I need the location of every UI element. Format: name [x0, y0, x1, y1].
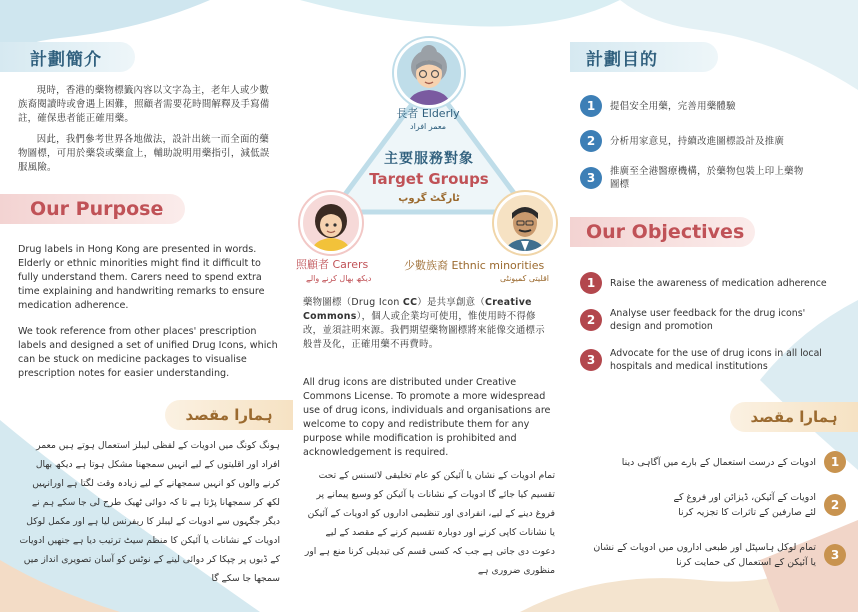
objective-ur-2 — [590, 490, 846, 520]
number-badge: 2 — [580, 309, 602, 331]
target-groups-en: Target Groups — [369, 170, 489, 188]
number-badge: 1 — [824, 451, 846, 473]
objective-ur-1 — [590, 451, 846, 473]
objective-zh-1 — [580, 95, 830, 117]
cc-zh-creative: Creative Commons — [303, 297, 532, 322]
carer-face-icon — [303, 195, 359, 251]
intro-zh-paragraph-1: 現時，香港的藥物標籤內容以文字為主，老年人或少數族裔閱讀時或會遇上困難，照顧者需要花時間解釋及手寫備註，確保患者能正確用藥。 — [18, 85, 270, 124]
number-badge: 1 — [580, 95, 602, 117]
purpose-ur-paragraph: ہونگ کونگ میں ادویات کے لفظی لیبلز استعمال ہوتے ہیں معمر افراد اور اقلیتوں کے لیے انہیں سمجھنا مشکل ہوتا ہے دیکھ بھال کرنے والوں کو انہیں سمجھانے کے لیے زیادہ وقت لگتا ہے اورانہیں لکھ کر سمجھانا پڑتا ہے تا کہ دوائی ٹھیک طرح لی جا سکے ہم نے دیگر جگہوں سے ادویات کے لیبلز کا ریفرنس لیا ہے اور مکمل لوکل ادویات کے نشانات یا آئیکن کا منظم سیٹ ترتیب دیا ہے جنھیں ادویات کے ڈبوں پر چپکا کر دوائی لینے کے نوٹس کو آسان تصویری انداز میں سمجھا جا سکے گا — [19, 440, 280, 584]
cc-zh-part-3: ），個人或企業均可使用，惟使用時不得修改，並須註明來源。我們期望藥物圖標將來能像交通標示般普及化，正確用藥不再費時。 — [303, 311, 545, 350]
objective-ur-text: ادویات کے آئیکن، ڈیزائن اور فروغ کے لئے صارفین کے تاثرات کا تجزیہ کرنا — [673, 492, 816, 518]
carers-zh: 照顧者 — [296, 258, 329, 271]
elderly-en: Elderly — [421, 107, 460, 120]
ethnic-minority-face-icon — [497, 195, 553, 251]
carers-label — [296, 256, 368, 272]
cc-zh-cc: CC — [402, 297, 418, 308]
objective-en-text: Advocate for the use of drug icons in all local hospitals and medical institutions — [610, 348, 822, 372]
intro-zh-ribbon — [0, 42, 135, 72]
objective-zh-3 — [580, 165, 808, 191]
cc-zh-part-2: ）是共享創意（ — [417, 297, 486, 308]
elderly-face-icon — [397, 41, 461, 105]
objectives-zh-ribbon — [570, 42, 718, 72]
objectives-en-ribbon — [570, 217, 755, 247]
elderly-zh: 長者 — [396, 107, 419, 120]
number-badge: 2 — [824, 494, 846, 516]
objective-en-text: Analyse user feedback for the drug icons' design and promotion — [610, 308, 806, 332]
cc-zh-paragraph — [303, 296, 553, 352]
carers-en: Carers — [332, 258, 369, 271]
target-groups-ur: ٹارگٹ گروپ — [398, 193, 460, 204]
cc-zh-part-1: 藥物圖標（Drug Icon — [303, 297, 403, 308]
objective-ur-text: ادویات کے درست استعمال کے بارے میں آگاہی دینا — [621, 456, 816, 468]
ethnic-minorities-avatar — [494, 192, 556, 254]
ethnic-zh: 少數族裔 — [404, 259, 448, 272]
ethnic-ur: اقلیتی کمیونٹی — [500, 274, 550, 283]
cc-en-paragraph: All drug icons are distributed under Creative Commons License. To promote a more widespread use of drug icons, individuals and organisations are welcome to copy and redistribute them for any purpose while modification is prohibited and acknowledgement is required. — [303, 377, 551, 458]
purpose-ur-ribbon — [165, 400, 293, 430]
ethnic-minorities-label — [404, 257, 544, 273]
objective-en-2 — [580, 307, 825, 333]
objective-zh-text: 提倡安全用藥，完善用藥體驗 — [610, 100, 736, 112]
purpose-en-paragraph-1: Drug labels in Hong Kong are presented in words. Elderly or ethnic minorities might find it difficult to fully understand them. Carers need to spend extra time explaining and handwriting remarks to ensure medication adherence. — [18, 244, 265, 311]
objective-en-1 — [580, 272, 845, 294]
objective-ur-text: تمام لوکل ہاسپٹل اور طبعی اداروں میں ادویات کے نشان یا آئیکن کے استعمال کی حمایت کرنا — [593, 542, 816, 568]
purpose-en-title: Our Purpose — [30, 198, 164, 220]
number-badge: 1 — [580, 272, 602, 294]
target-groups-zh: 主要服務對象 — [384, 151, 474, 167]
objective-en-text: Raise the awareness of medication adherence — [610, 277, 827, 289]
elderly-ur: معمر افراد — [410, 122, 446, 131]
cc-ur-paragraph: تمام ادویات کے نشان یا آئیکن کو عام تخلیقی لائسنس کے تحت تقسیم کیا جائے گا ادویات کے نشانات یا آئیکن کو وسیع پیمانے پر فروغ دینے کے لیے، انفرادی اور تنظیمی اداروں کو ادویات کے آئیکن یا نشانات کاپی کرنے اور دوبارہ تقسیم کرنے کے مقصد کے لیے دعوت دی جاتی ہے جب کہ کسی قسم کی تبدیلی کرنا منع ہے اور منظوری ضروری ہے — [304, 470, 555, 576]
purpose-en-ribbon — [0, 194, 185, 224]
carers-avatar — [300, 192, 362, 254]
intro-zh-title: 計劃簡介 — [30, 49, 102, 70]
objective-en-3 — [580, 347, 845, 373]
intro-zh-paragraph-2: 因此，我們參考世界各地做法，設計出統一而全面的藥物圖標，可用於藥袋或藥盒上，輔助說明用藥指引，減低誤服風險。 — [18, 134, 270, 173]
purpose-ur-title: ہمارا مقصد — [185, 406, 273, 424]
number-badge: 2 — [580, 130, 602, 152]
objective-zh-2 — [580, 130, 830, 152]
objectives-zh-title: 計劃目的 — [586, 49, 658, 70]
ethnic-en: Ethnic minorities — [451, 259, 545, 272]
carers-ur: دیکھ بھال کرنے والے — [306, 274, 372, 283]
purpose-en-paragraph-2: We took reference from other places' prescription labels and designed a set of unified Drug Icons, which can be stuck on medicine packages to visualise prescription notes for easier understanding. — [18, 326, 278, 379]
elderly-avatar — [394, 38, 464, 108]
objective-zh-text: 推廣至全港醫療機構，於藥物包裝上印上藥物圖標 — [610, 166, 804, 190]
objectives-en-title: Our Objectives — [586, 221, 745, 243]
objectives-ur-ribbon — [730, 402, 858, 432]
number-badge: 3 — [580, 349, 602, 371]
number-badge: 3 — [824, 544, 846, 566]
objectives-ur-title: ہمارا مقصد — [750, 408, 838, 426]
objective-zh-text: 分析用家意見，持續改進圖標設計及推廣 — [610, 135, 785, 147]
objective-ur-3 — [590, 540, 846, 570]
number-badge: 3 — [580, 167, 602, 189]
elderly-label — [388, 105, 468, 121]
